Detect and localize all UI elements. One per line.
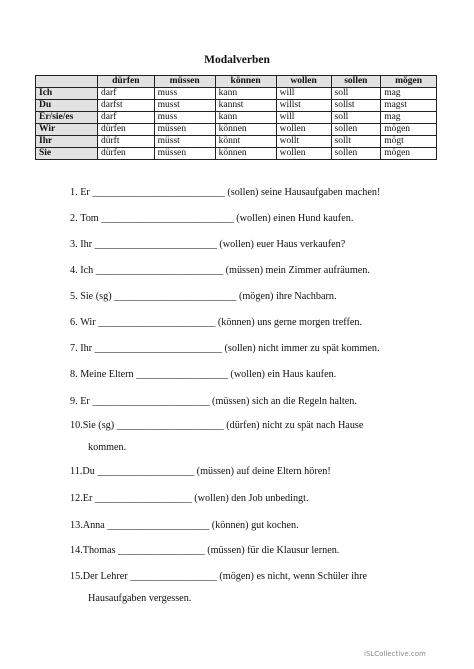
- table-header: wollen: [276, 76, 331, 88]
- exercise-text: Thomas _________________ (müssen) für die Klausur lernen.: [82, 545, 340, 556]
- table-row: [36, 136, 437, 148]
- verb-form-cell: soll: [331, 88, 381, 100]
- exercise-item: [70, 343, 450, 355]
- verb-form-cell: wollen: [276, 124, 331, 136]
- watermark: iSLCollective.com: [364, 650, 426, 658]
- verb-form-cell: soll: [331, 112, 381, 124]
- pronoun-cell: Ich: [36, 88, 98, 100]
- verb-form-cell: dürfen: [98, 124, 155, 136]
- verb-form-cell: mögen: [381, 124, 437, 136]
- verb-form-cell: mögen: [381, 148, 437, 160]
- exercise-item: [70, 213, 450, 225]
- verb-form-cell: darfst: [98, 100, 155, 112]
- exercise-continuation: Hausaufgaben vergessen.: [88, 593, 192, 604]
- exercise-number: 4.: [70, 265, 78, 276]
- verb-form-cell: kannst: [215, 100, 276, 112]
- exercise-number: 9.: [70, 396, 78, 407]
- exercise-number: 8.: [70, 369, 78, 380]
- verb-form-cell: müsst: [154, 136, 215, 148]
- exercise-number: 14.: [70, 545, 83, 556]
- verb-form-cell: mag: [381, 112, 437, 124]
- exercise-text: Anna ____________________ (können) gut kochen.: [82, 520, 299, 531]
- verb-form-cell: mögt: [381, 136, 437, 148]
- exercise-number: 12.: [70, 493, 83, 504]
- exercise-item: [70, 520, 450, 532]
- table-header: können: [215, 76, 276, 88]
- table-header-corner: [36, 76, 98, 88]
- exercise-number: 2.: [70, 213, 78, 224]
- exercise-item: [70, 239, 450, 251]
- verb-form-cell: sollt: [331, 136, 381, 148]
- exercise-item: [70, 369, 450, 381]
- verb-form-cell: sollen: [331, 124, 381, 136]
- verb-form-cell: dürft: [98, 136, 155, 148]
- verb-form-cell: muss: [154, 88, 215, 100]
- exercise-text: Er __________________________ (sollen) seine Hausaufgaben machen!: [80, 187, 381, 198]
- pronoun-cell: Wir: [36, 124, 98, 136]
- exercise-item: [70, 187, 450, 199]
- exercise-number: 3.: [70, 239, 78, 250]
- exercise-number: 7.: [70, 343, 78, 354]
- conjugation-table: [35, 75, 437, 160]
- verb-form-cell: können: [215, 124, 276, 136]
- verb-form-cell: musst: [154, 100, 215, 112]
- verb-form-cell: willst: [276, 100, 331, 112]
- verb-form-cell: sollst: [331, 100, 381, 112]
- exercise-item: [70, 265, 450, 277]
- table-row: [36, 124, 437, 136]
- exercise-text: Ihr ________________________ (wollen) euer Haus verkaufen?: [80, 239, 346, 250]
- pronoun-cell: Sie: [36, 148, 98, 160]
- table-header: sollen: [331, 76, 381, 88]
- exercise-text: Ich _________________________ (müssen) mein Zimmer aufräumen.: [80, 265, 370, 276]
- verb-form-cell: müssen: [154, 124, 215, 136]
- pronoun-cell: Er/sie/es: [36, 112, 98, 124]
- exercise-number: 13.: [70, 520, 83, 531]
- verb-form-cell: darf: [98, 112, 155, 124]
- exercise-text: Du ___________________ (müssen) auf deine Eltern hören!: [82, 466, 331, 477]
- exercise-number: 1.: [70, 187, 78, 198]
- verb-form-cell: darf: [98, 88, 155, 100]
- table-row: [36, 112, 437, 124]
- verb-form-cell: wollen: [276, 148, 331, 160]
- exercise-item: [70, 396, 450, 408]
- verb-form-cell: mag: [381, 88, 437, 100]
- exercise-item: [70, 571, 450, 605]
- table-header-row: [36, 76, 437, 88]
- verb-form-cell: will: [276, 88, 331, 100]
- verb-form-cell: will: [276, 112, 331, 124]
- exercise-text: Der Lehrer _________________ (mögen) es nicht, wenn Schüler ihre: [82, 571, 368, 582]
- table-row: [36, 100, 437, 112]
- exercise-item: [70, 545, 450, 557]
- exercise-text: Sie (sg) _____________________ (dürfen) nicht zu spät nach Hause: [82, 420, 364, 431]
- verb-form-cell: magst: [381, 100, 437, 112]
- verb-form-cell: wollt: [276, 136, 331, 148]
- verb-form-cell: kann: [215, 88, 276, 100]
- verb-form-cell: können: [215, 148, 276, 160]
- exercise-number: 6.: [70, 317, 78, 328]
- verb-form-cell: sollen: [331, 148, 381, 160]
- exercise-text: Ihr _________________________ (sollen) nicht immer zu spät kommen.: [80, 343, 380, 354]
- exercise-text: Er ___________________ (wollen) den Job unbedingt.: [82, 493, 309, 504]
- table-row: [36, 88, 437, 100]
- worksheet-title: Modalverben: [204, 54, 270, 66]
- table-row: [36, 148, 437, 160]
- exercise-item: [70, 466, 450, 478]
- verb-form-cell: muss: [154, 112, 215, 124]
- exercise-number: 15.: [70, 571, 83, 582]
- exercise-number: 10.: [70, 420, 83, 431]
- exercise-text: Wir _______________________ (können) uns gerne morgen treffen.: [80, 317, 363, 328]
- pronoun-cell: Ihr: [36, 136, 98, 148]
- exercise-text: Tom __________________________ (wollen) einen Hund kaufen.: [80, 213, 354, 224]
- exercise-text: Er _______________________ (müssen) sich an die Regeln halten.: [80, 396, 357, 407]
- exercise-number: 5.: [70, 291, 78, 302]
- table-header: dürfen: [98, 76, 155, 88]
- exercise-item: [70, 420, 450, 454]
- exercise-item: [70, 493, 450, 505]
- exercise-number: 11.: [70, 466, 83, 477]
- verb-form-cell: dürfen: [98, 148, 155, 160]
- exercise-item: [70, 317, 450, 329]
- exercise-continuation: kommen.: [88, 442, 127, 453]
- verb-form-cell: könnt: [215, 136, 276, 148]
- verb-form-cell: müssen: [154, 148, 215, 160]
- table-header: müssen: [154, 76, 215, 88]
- exercise-item: [70, 291, 450, 303]
- table-header: mögen: [381, 76, 437, 88]
- exercise-text: Meine Eltern __________________ (wollen) ein Haus kaufen.: [80, 369, 337, 380]
- pronoun-cell: Du: [36, 100, 98, 112]
- verb-form-cell: kann: [215, 112, 276, 124]
- exercise-text: Sie (sg) ________________________ (mögen) ihre Nachbarn.: [80, 291, 337, 302]
